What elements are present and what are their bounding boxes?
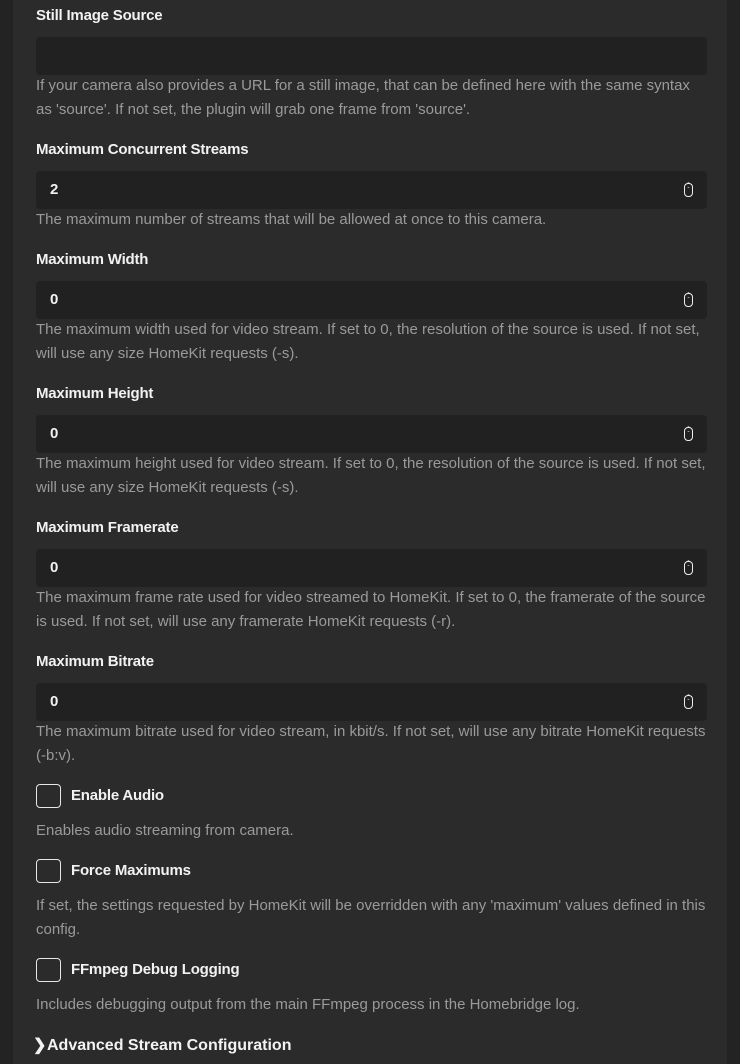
checkbox-help: Enables audio streaming from camera. bbox=[36, 822, 294, 839]
checkbox-label[interactable]: FFmpeg Debug Logging bbox=[71, 961, 240, 978]
force-maximums-checkbox[interactable] bbox=[36, 859, 61, 883]
input-value: 0 bbox=[50, 425, 59, 442]
field-label: Maximum Framerate bbox=[36, 519, 179, 536]
field-help: The maximum bitrate used for video stream, in kbit/s. If not set, will use any bitrate HomeKit requests (-b:v). bbox=[36, 723, 706, 764]
field-help: The maximum number of streams that will be allowed at once to this camera. bbox=[36, 211, 547, 228]
max-bitrate-input[interactable] bbox=[36, 683, 707, 721]
max-height-input[interactable] bbox=[36, 415, 707, 453]
checkbox-help: Includes debugging output from the main FFmpeg process in the Homebridge log. bbox=[36, 996, 580, 1013]
checkbox-help: If set, the settings requested by HomeKit will be overridden with any 'maximum' values defined in this config. bbox=[36, 897, 706, 938]
field-label: Maximum Bitrate bbox=[36, 653, 154, 670]
input-value: 0 bbox=[50, 291, 59, 308]
enable-audio-checkbox[interactable] bbox=[36, 784, 61, 808]
field-max-width bbox=[36, 250, 707, 366]
chevron-right-icon: ❯ bbox=[33, 1037, 47, 1054]
field-help: The maximum height used for video stream. If set to 0, the resolution of the source is used. If not set, will use any size HomeKit requests (-s). bbox=[36, 455, 706, 496]
field-max-bitrate bbox=[36, 652, 707, 768]
spinner-icon[interactable]: ˆ ˇ bbox=[684, 427, 693, 441]
field-label: Maximum Width bbox=[36, 251, 149, 268]
advanced-stream-config-toggle[interactable] bbox=[33, 1036, 707, 1056]
spinner-icon[interactable]: ˆ ˇ bbox=[684, 561, 693, 575]
max-streams-input[interactable] bbox=[36, 171, 707, 209]
still-image-source-input[interactable] bbox=[36, 37, 707, 75]
field-label: Maximum Concurrent Streams bbox=[36, 141, 249, 158]
checkbox-enable-audio bbox=[36, 784, 707, 843]
field-max-streams bbox=[36, 140, 707, 232]
max-framerate-input[interactable] bbox=[36, 549, 707, 587]
spinner-icon[interactable]: ˆ ˇ bbox=[684, 183, 693, 197]
input-value: 0 bbox=[50, 559, 59, 576]
checkbox-force-maximums bbox=[36, 859, 707, 942]
field-help: The maximum frame rate used for video streamed to HomeKit. If set to 0, the framerate of the source is used. If not set, will use any framerate HomeKit requests (-r). bbox=[36, 589, 706, 630]
field-max-height bbox=[36, 384, 707, 500]
max-width-input[interactable] bbox=[36, 281, 707, 319]
field-label: Maximum Height bbox=[36, 385, 154, 402]
field-label: Still Image Source bbox=[36, 7, 163, 24]
advanced-label: Advanced Stream Configuration bbox=[47, 1037, 292, 1054]
input-value: 2 bbox=[50, 181, 59, 198]
input-value: 0 bbox=[50, 693, 59, 710]
field-max-framerate bbox=[36, 518, 707, 634]
field-help: The maximum width used for video stream. If set to 0, the resolution of the source is used. If not set, will use any size HomeKit requests (-s). bbox=[36, 321, 700, 362]
checkbox-ffmpeg-debug bbox=[36, 958, 707, 1017]
field-help: If your camera also provides a URL for a still image, that can be defined here with the same syntax as 'source'. If not set, the plugin will grab one frame from 'source'. bbox=[36, 77, 690, 118]
checkbox-label[interactable]: Force Maximums bbox=[71, 862, 191, 879]
camera-config-form bbox=[33, 6, 707, 1056]
spinner-icon[interactable]: ˆ ˇ bbox=[684, 695, 693, 709]
spinner-icon[interactable]: ˆ ˇ bbox=[684, 293, 693, 307]
checkbox-label[interactable]: Enable Audio bbox=[71, 787, 164, 804]
ffmpeg-debug-checkbox[interactable] bbox=[36, 958, 61, 982]
field-still-image-source bbox=[36, 6, 707, 122]
